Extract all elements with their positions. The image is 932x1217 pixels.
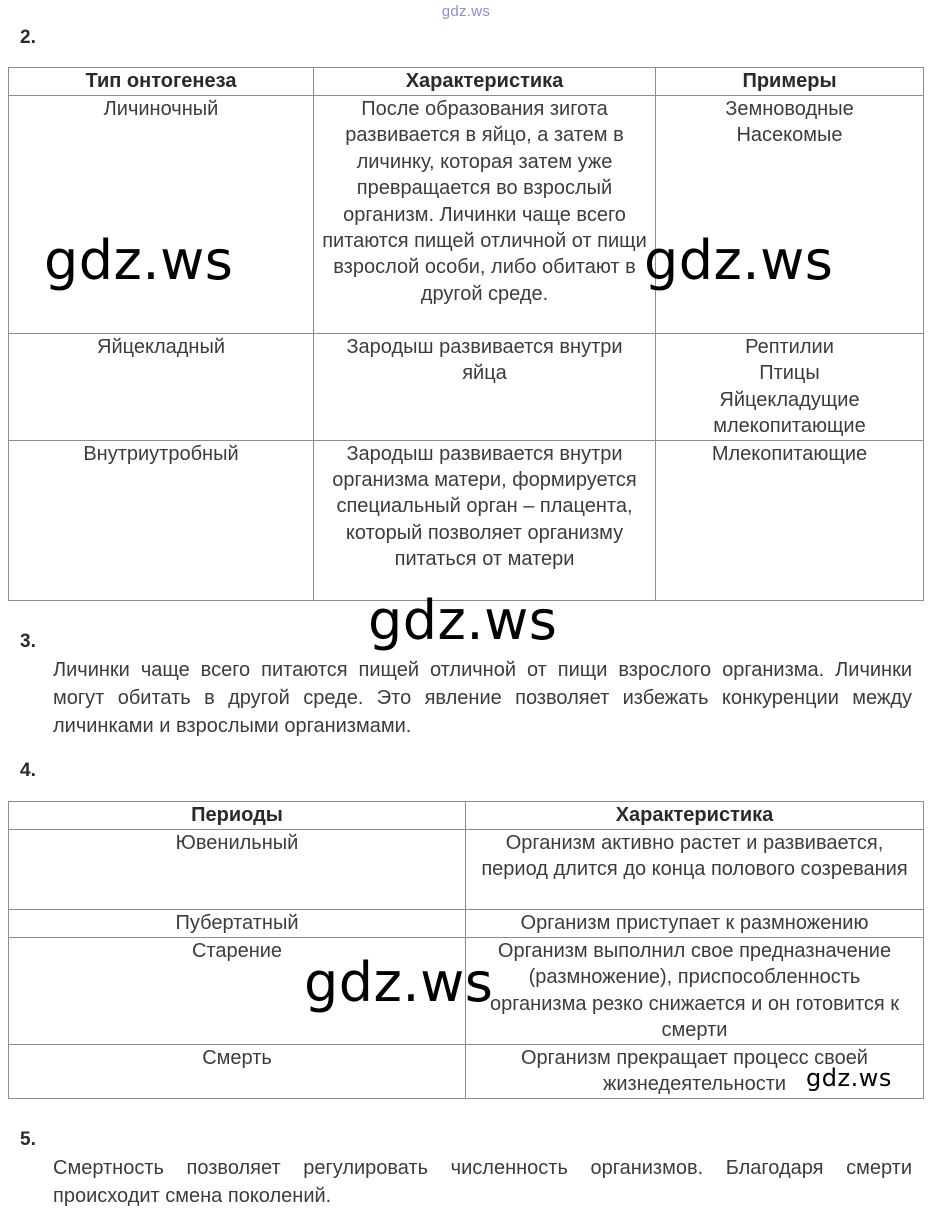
table-row (9, 830, 924, 910)
table-row (9, 96, 924, 334)
table-row (9, 440, 924, 600)
period-name: Старение (9, 938, 466, 1045)
ontogenesis-description: Зародыш развивается внутри яйца (314, 334, 656, 441)
period-description: Организм приступает к размножению (466, 910, 924, 938)
column-header-characteristic: Характеристика (466, 802, 924, 830)
table-row (9, 910, 924, 938)
period-name: Ювенильный (9, 830, 466, 910)
ontogenesis-examples (656, 440, 924, 600)
column-header-periods: Периоды (9, 802, 466, 830)
watermark: gdz.ws (44, 229, 234, 292)
task-3-number: 3. (20, 631, 36, 652)
period-description: Организм выполнил свое предназначение (размножение), приспособленность организма резко снижается и он готовится к смерти (466, 938, 924, 1045)
period-name: Пубертатный (9, 910, 466, 938)
watermark: gdz.ws (806, 1064, 892, 1092)
example-item: Насекомые (736, 124, 843, 147)
ontogenesis-examples (656, 334, 924, 441)
example-item: Млекопитающие (711, 442, 868, 465)
watermark: gdz.ws (644, 229, 834, 292)
table-row (9, 334, 924, 441)
column-header-examples: Примеры (656, 68, 924, 96)
period-description: Организм активно растет и развивается, период длится до конца полового созревания (466, 830, 924, 910)
table-header-row (9, 802, 924, 830)
example-item: Рептилии (745, 336, 834, 358)
task-5-answer: Смертность позволяет регулировать численность организмов. Благодаря смерти происходит смена поколений. (53, 1157, 912, 1207)
ontogenesis-type: Личиночный (9, 96, 314, 334)
period-description: Организм прекращает процесс своей жизнедеятельности (466, 1044, 924, 1098)
task-3-answer: Личинки чаще всего питаются пищей отличной от пищи взрослого организма. Личинки могут обитать в другой среде. Это явление позволяет избежать конкуренции между личинками и взрослыми организмами. (53, 659, 912, 737)
ontogenesis-description: После образования зигота развивается в яйцо, а затем в личинку, которая затем уже превращается во взрослый организм. Личинки чаще всего питаются пищей отличной от пищи взрослой особи, либо обитают в другой среде. (314, 96, 656, 334)
example-item: Яйцекладущие млекопитающие (713, 388, 866, 438)
task-4-number: 4. (20, 760, 36, 781)
watermark: gdz.ws (368, 589, 558, 652)
column-header-characteristic: Характеристика (314, 68, 656, 96)
ontogenesis-type: Яйцекладный (9, 334, 314, 441)
ontogenesis-description: Зародыш развивается внутри организма матери, формируется специальный орган – плацента, который позволяет организму питаться от матери (314, 440, 656, 600)
column-header-type: Тип онтогенеза (9, 68, 314, 96)
ontogenesis-table (8, 67, 924, 601)
watermark: gdz.ws (304, 951, 494, 1014)
task-2-number: 2. (20, 27, 36, 48)
period-name: Смерть (9, 1044, 466, 1098)
table-header-row (9, 68, 924, 96)
table-row (9, 1044, 924, 1098)
example-item: Птицы (759, 362, 820, 385)
task-5-number: 5. (20, 1129, 36, 1150)
site-header-link[interactable]: gdz.ws (441, 3, 491, 20)
ontogenesis-type: Внутриутробный (9, 440, 314, 600)
example-item: Земноводные (725, 98, 854, 120)
life-periods-table (8, 801, 924, 1099)
ontogenesis-examples (656, 96, 924, 334)
